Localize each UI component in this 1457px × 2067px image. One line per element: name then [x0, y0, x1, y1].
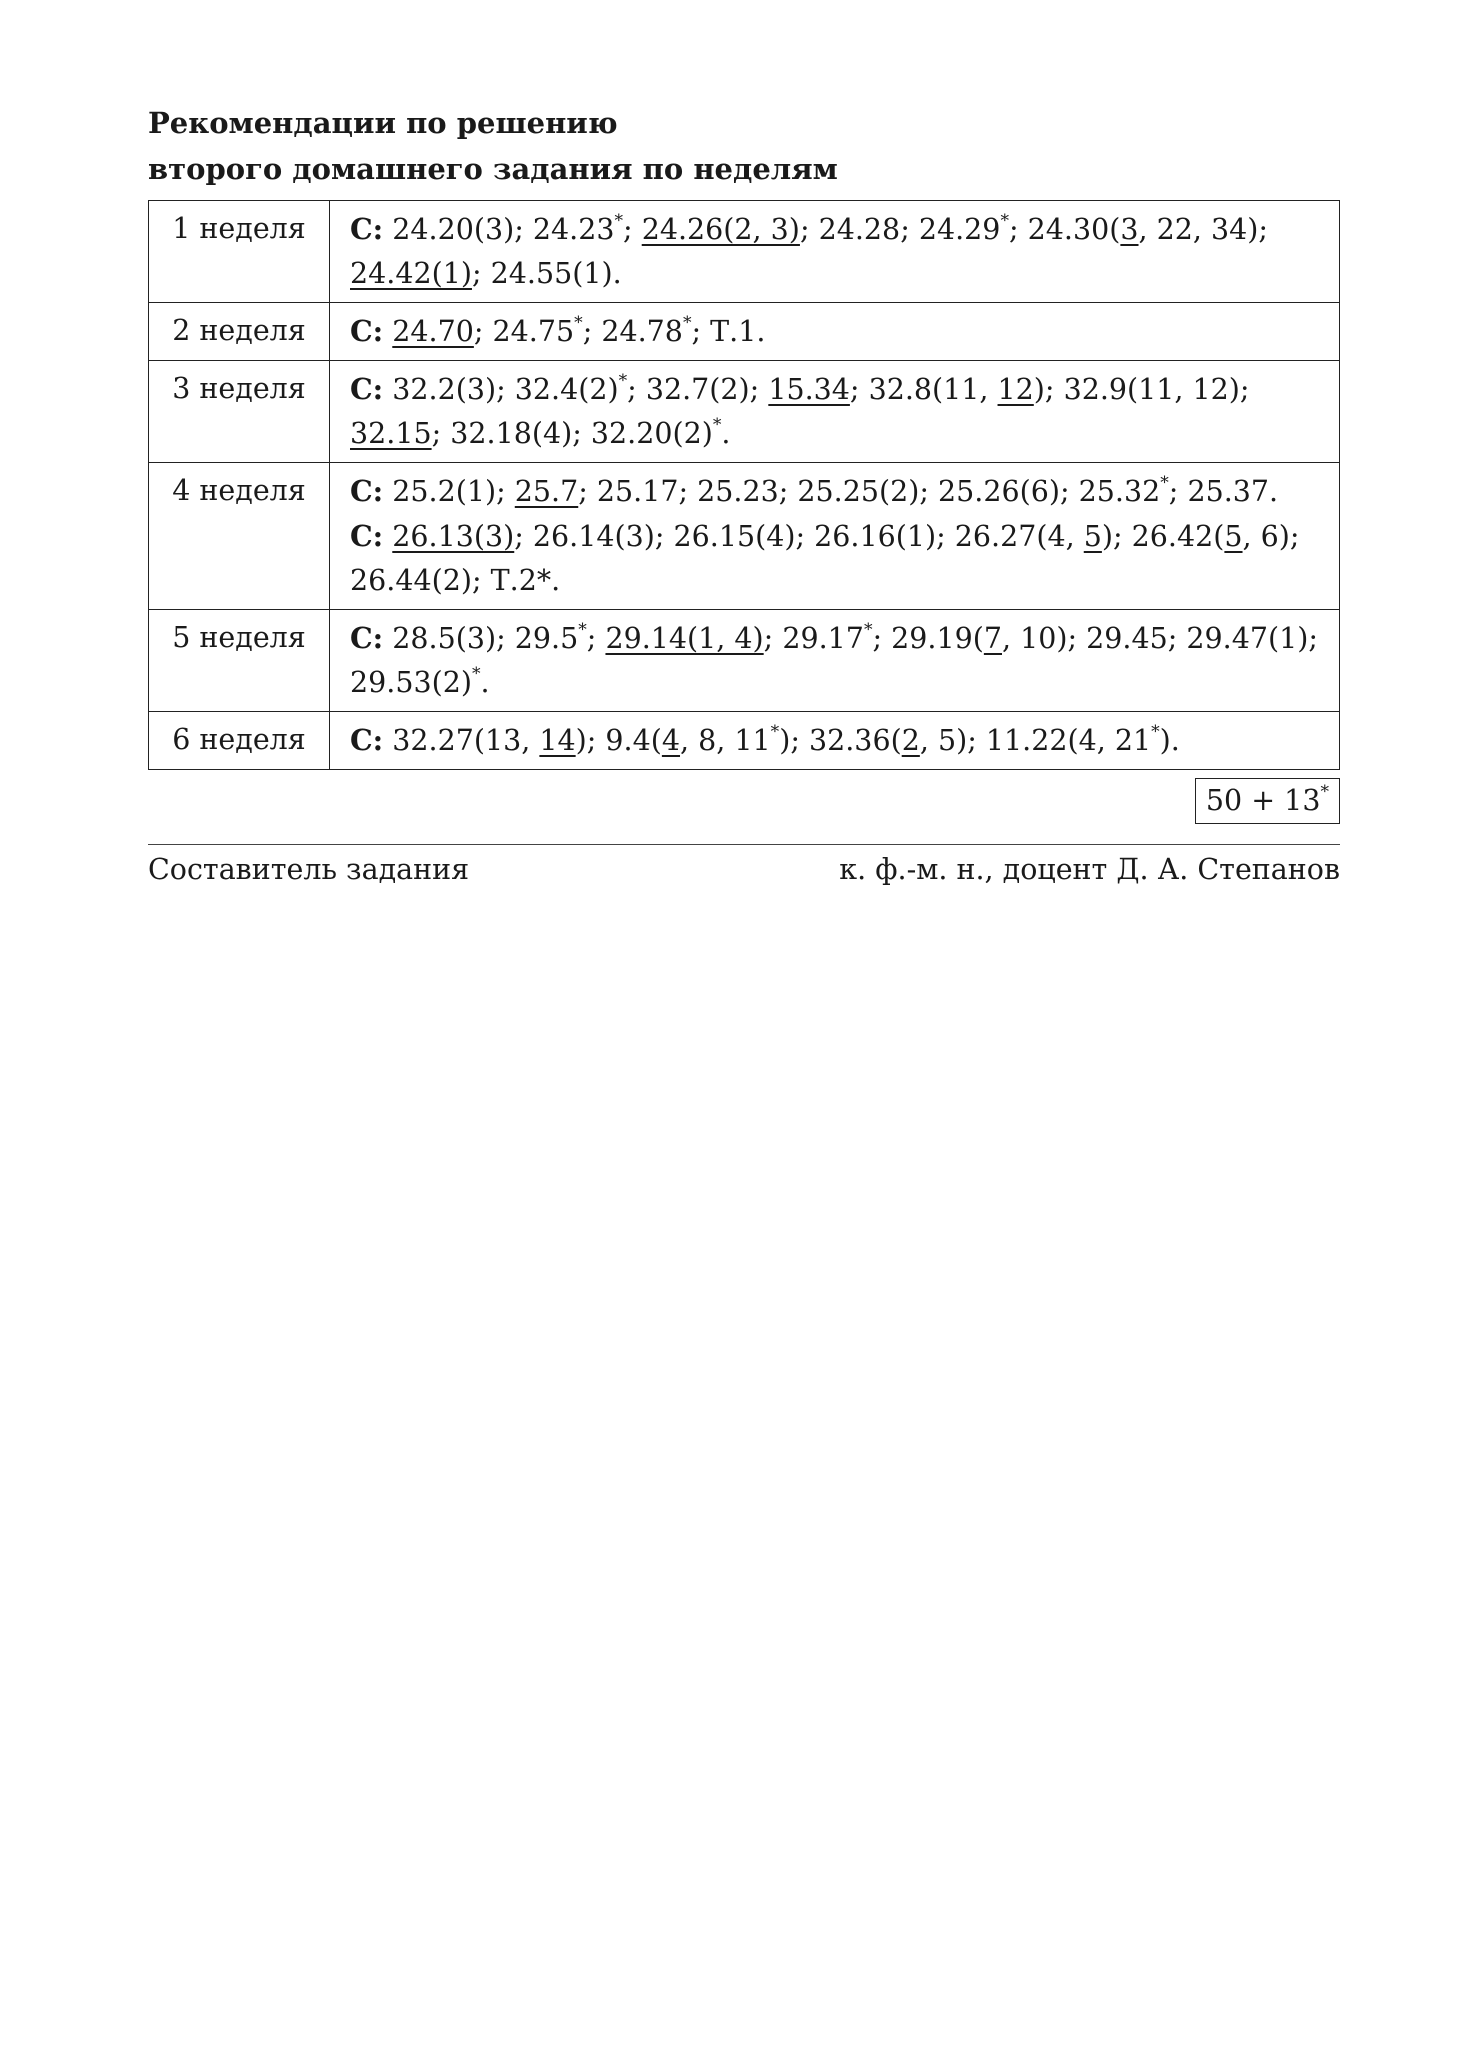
week-row: [149, 361, 1340, 463]
week-label: 6 неделя: [149, 712, 330, 770]
star-mark: *: [614, 211, 624, 232]
task-line: [350, 469, 1319, 514]
star-mark: *: [574, 313, 583, 334]
title-line-2: второго домашнего задания по неделям: [148, 152, 838, 186]
week-tasks: [330, 201, 1340, 303]
title-line-1: Рекомендации по решению: [148, 106, 618, 140]
total-box: [1195, 778, 1340, 824]
footer-rule: [148, 844, 1340, 845]
task-text: 28.5(3); 29.5: [383, 622, 579, 655]
task-text: ; 24.30(: [1009, 213, 1121, 246]
task-text: , 10); 29.45; 29.47(1);: [1002, 622, 1318, 655]
footer-author-name: к. ф.-м. н., доцент Д. А. Степанов: [839, 853, 1340, 886]
task-text: ; 29.17: [763, 622, 864, 655]
footer: [148, 847, 1340, 893]
task-text: , 5); 11.22(4, 21: [919, 724, 1152, 757]
task-text: .: [721, 417, 731, 450]
star-mark: *: [712, 415, 722, 436]
task-text: ;: [586, 622, 606, 655]
recommended-task: 26.13(3): [392, 520, 515, 553]
task-line: [350, 367, 1319, 412]
recommended-task: 24.26(2, 3): [641, 213, 800, 246]
recommended-task: 2: [901, 724, 920, 757]
recommended-task: 5: [1083, 520, 1102, 553]
week-row: [149, 463, 1340, 610]
task-line: [350, 514, 1319, 559]
week-row: [149, 712, 1340, 770]
task-text: ; 25.17; 25.23; 25.25(2); 25.26(6); 25.32: [578, 475, 1161, 508]
document-page: [148, 100, 1340, 893]
week-tasks: [330, 303, 1340, 361]
task-text: ; 24.75: [473, 315, 575, 348]
star-mark: *: [1151, 722, 1160, 743]
task-text: , 22, 34);: [1138, 213, 1269, 246]
task-text: ; 24.78: [582, 315, 683, 348]
task-text: ; 25.37.: [1168, 475, 1279, 508]
star-mark: *: [863, 620, 873, 641]
week-label: 3 неделя: [149, 361, 330, 463]
week-tasks: [330, 712, 1340, 770]
week-label: 4 неделя: [149, 463, 330, 610]
task-line: [350, 252, 1319, 296]
section-label: С:: [350, 621, 384, 655]
recommended-task: 5: [1224, 520, 1243, 553]
task-text: ; Т.1.: [691, 315, 766, 348]
week-row: [149, 610, 1340, 712]
total-wrap: [148, 778, 1340, 824]
task-text: ); 9.4(: [575, 724, 662, 757]
task-text: ).: [1159, 724, 1180, 757]
star-mark: *: [770, 722, 780, 743]
week-tasks: [330, 463, 1340, 610]
star-mark: *: [618, 371, 628, 392]
recommended-task: 15.34: [768, 373, 850, 406]
recommended-task: 32.15: [350, 417, 432, 450]
task-text: ; 29.19(: [872, 622, 984, 655]
section-label: С:: [350, 212, 384, 246]
task-line: [350, 718, 1319, 763]
task-line: [350, 207, 1319, 252]
task-text: [383, 315, 392, 348]
task-text: ; 32.18(4); 32.20(2): [431, 417, 713, 450]
weekly-tasks-body: [149, 201, 1340, 770]
section-label: С:: [350, 519, 384, 553]
recommended-task: 14: [539, 724, 576, 757]
task-text: ); 32.36(: [779, 724, 902, 757]
task-text: ); 32.9(11, 12);: [1033, 373, 1250, 406]
task-text: [383, 520, 392, 553]
week-row: [149, 303, 1340, 361]
footer-author-label: Составитель задания: [148, 853, 470, 886]
week-label: 2 неделя: [149, 303, 330, 361]
star-mark: *: [1160, 473, 1169, 494]
recommended-task: 3: [1120, 213, 1139, 246]
week-tasks: [330, 361, 1340, 463]
recommended-task: 12: [997, 373, 1034, 406]
recommended-task: 25.7: [514, 475, 579, 508]
recommended-task: 7: [983, 622, 1002, 655]
star-mark: *: [578, 620, 587, 641]
recommended-task: 24.42(1): [350, 257, 472, 290]
title-block: [148, 100, 1340, 192]
task-text: , 6);: [1242, 520, 1300, 553]
weekly-tasks-table: [148, 200, 1340, 770]
recommended-task: 29.14(1, 4): [605, 622, 764, 655]
task-text: 32.27(13,: [383, 724, 540, 757]
task-line: [350, 309, 1319, 354]
star-mark: *: [1000, 211, 1009, 232]
task-text: ;: [623, 213, 642, 246]
week-tasks: [330, 610, 1340, 712]
recommended-task: 4: [661, 724, 681, 757]
task-text: .: [480, 666, 490, 699]
task-text: , 8, 11: [680, 724, 771, 757]
week-row: [149, 201, 1340, 303]
task-line: [350, 616, 1319, 661]
total-mark: *: [1320, 782, 1329, 803]
section-label: С:: [350, 474, 384, 508]
task-line: [350, 559, 1319, 603]
recommended-task: 24.70: [392, 315, 474, 348]
task-text: 26.44(2); Т.2*.: [350, 564, 561, 597]
section-label: С:: [350, 314, 384, 348]
section-label: С:: [350, 723, 384, 757]
week-label: 5 неделя: [149, 610, 330, 712]
task-text: ; 32.7(2);: [627, 373, 769, 406]
task-line: [350, 412, 1319, 456]
star-mark: *: [471, 664, 481, 685]
task-text: 32.2(3); 32.4(2): [383, 373, 619, 406]
task-line: [350, 661, 1319, 705]
task-text: 25.2(1);: [383, 475, 515, 508]
task-text: 24.20(3); 24.23: [383, 213, 615, 246]
task-text: 29.53(2): [350, 666, 472, 699]
star-mark: *: [682, 313, 692, 334]
task-text: ; 24.55(1).: [471, 257, 622, 290]
task-text: ; 26.14(3); 26.15(4); 26.16(1); 26.27(4,: [514, 520, 1084, 553]
week-label: 1 неделя: [149, 201, 330, 303]
task-text: ); 26.42(: [1101, 520, 1225, 553]
task-text: ; 24.28; 24.29: [799, 213, 1001, 246]
task-text: ; 32.8(11,: [849, 373, 998, 406]
total-base: 50 + 13: [1205, 784, 1321, 817]
section-label: С:: [350, 372, 384, 406]
